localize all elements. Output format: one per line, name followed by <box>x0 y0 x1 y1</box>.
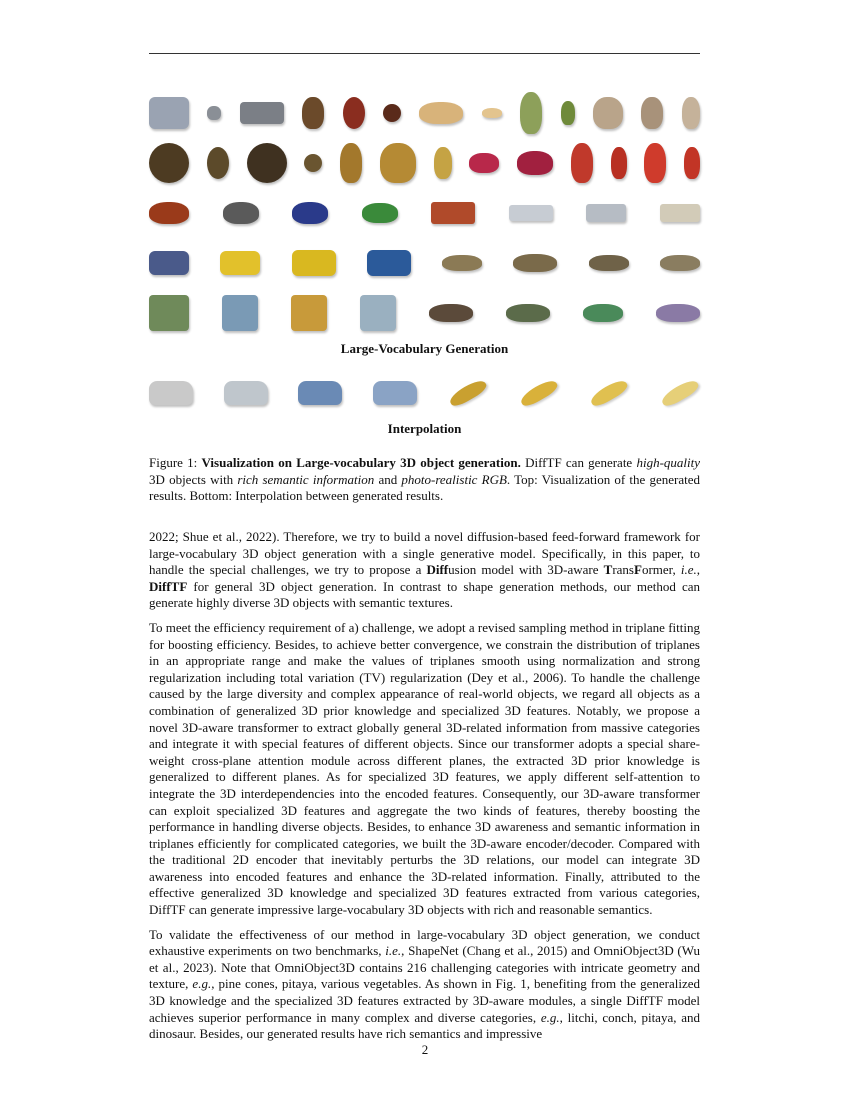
house-object <box>360 295 396 331</box>
boat-object <box>442 255 482 271</box>
bus-object <box>367 250 411 276</box>
bold-text: DiffTF <box>149 578 188 594</box>
house-object <box>291 295 327 331</box>
rambutan-object <box>343 97 365 129</box>
figure-caption <box>149 455 700 505</box>
interpolation-strip <box>149 368 700 418</box>
banana-object <box>447 377 489 409</box>
paragraph-3 <box>149 927 700 1043</box>
banana-object <box>518 377 560 409</box>
dinosaur-object <box>506 304 550 322</box>
paragraph-text: 2022; Shue et al., 2022). Therefore, we try to build a novel diffusion-based feed-forward framework for large-vocabulary 3D object generation with a single generative model. Specifically, in this paper, to handle the special challenges, we try to propose a <box>149 529 700 578</box>
dinosaur-object <box>656 304 700 322</box>
body-text <box>149 529 700 1051</box>
page-number: 2 <box>421 1042 429 1057</box>
caption-text: and <box>374 471 402 487</box>
paragraph-text: , pine cones, pitaya, various vegetables. As shown in Fig. 1, benefiting from the generalized 3D knowledge and the specialized 3D features extracted by 3D-aware modules, a single DiffTF model achieves superior performance in many complex and diverse categories, <box>149 976 700 1025</box>
label-large-vocabulary-generation: Large-Vocabulary Generation <box>340 341 509 356</box>
caption-prefix: Figure 1: <box>149 455 202 470</box>
rambutan-object <box>383 104 401 122</box>
italic-text: i.e. <box>680 562 697 578</box>
label-interpolation: Interpolation <box>387 421 462 436</box>
plane-object <box>660 204 700 222</box>
grid-row-2 <box>149 138 700 188</box>
coach-object <box>224 381 268 405</box>
conch-object <box>682 97 700 129</box>
house-object <box>149 295 189 331</box>
litchi-object <box>207 147 229 179</box>
bottle-object <box>520 92 542 134</box>
paragraph-text: rans <box>612 562 634 578</box>
paragraph-text: , ShapeNet (Chang et al., 2015) and OmniObject3D (Wu et al., 2023). Note that OmniObject3D contains 216 challenging categories with intricate geometry and texture, <box>149 943 701 992</box>
paragraph-text: ormer, <box>641 562 681 578</box>
paragraph-1 <box>149 529 700 612</box>
paragraph-text: , <box>696 562 700 578</box>
dinosaur-object <box>429 304 473 322</box>
coach-object <box>298 381 342 405</box>
coach-object <box>373 381 417 405</box>
strawberry-object <box>644 143 666 183</box>
pineapple-object <box>340 143 362 183</box>
caption-italic: photo-realistic RGB <box>401 471 507 487</box>
caption-text: DiffTF can generate <box>520 455 637 470</box>
paragraph-text: To validate the effectiveness of our method in large-vocabulary 3D object generation, we conduct exhaustive experiments on two benchmarks, <box>149 926 700 959</box>
plane-object <box>431 202 475 224</box>
bold-text: T <box>603 562 613 578</box>
board-object <box>240 102 284 124</box>
pitaya-object <box>469 153 499 173</box>
grid-row-3 <box>149 188 700 238</box>
grid-row-5 <box>149 288 700 338</box>
caption-text: 3D objects with <box>149 471 238 487</box>
conch-object <box>593 97 623 129</box>
paragraph-text: , litchi, conch, pitaya, and dinosaur. Besides, our generated results have rich semantics and impressive <box>149 1009 701 1042</box>
coach-object <box>149 381 193 405</box>
bold-text: F <box>634 562 642 578</box>
bus-object <box>220 251 260 275</box>
paragraph-2: To meet the efficiency requirement of a) challenge, we adopt a revised sampling method in triplane fitting for boosting efficiency. Besides, to achieve better convergence, we constrain the distribution of triplanes in an appropriate range and make the values of triplanes smooth using normalization and strong regularization including total variation (TV) regularization (Dey et al., 2006). To handle the challenge caused by the large diversity and complex appearance of real-world objects, we regard all objects as a combination of generalized 3D prior knowledge and specialized 3D features. Notably, we propose a novel 3D-aware transformer to extract globally general 3D-related information from massive categories and integrate it with special features of different objects. Since our transformer adopts a special share-weight cross-plane attention module across different planes, the extracted 3D prior knowledge is generalized to different planes. As for specialized 3D features, we apply different self-attention to integrate the 3D interdependencies into the encoded features. Consequently, our 3D-aware transformer can exploit specialized 3D features and aggregate the two kinds of features, thereby boosting the performance in handling diverse objects. Besides, to enhance 3D awareness and semantic information in triplanes efficiently for complicated categories, we built the 3D-aware encoder/decoder. Compared with the traditional 2D encoder that inevitably perturbs the 3D relations, our model can integrate 3D awareness into encoded features and enhance the 3D-related information. Finally, attributed to the effective generalized 3D knowledge and specialized 3D features extracted from various categories, DiffTF can generate impressive large-vocabulary 3D objects with rich and reasonable semantics. <box>149 619 700 918</box>
header-rule <box>149 53 700 54</box>
caption-text: . Top: Visualization of the generated results. Bottom: Interpolation between generated results. <box>149 471 700 503</box>
bottle-object <box>561 101 575 125</box>
dessert-object <box>419 102 463 124</box>
litchi-object <box>247 143 287 183</box>
conch-object <box>641 97 663 129</box>
house-object <box>222 295 258 331</box>
motorcycle-object <box>362 203 398 223</box>
banana-object <box>659 377 701 409</box>
plane-object <box>509 205 553 221</box>
dessert-object <box>482 108 502 118</box>
motorcycle-object <box>223 202 259 224</box>
paragraph-text: for general 3D object generation. In contrast to shape generation methods, our method can generate highly diverse 3D objects with semantic textures. <box>149 578 700 611</box>
italic-text: e.g. <box>192 976 212 992</box>
caption-title: Visualization on Large-vocabulary 3D object generation. <box>201 455 521 470</box>
boat-object <box>513 254 557 272</box>
motorcycle-object <box>149 202 189 224</box>
generation-grid <box>149 88 700 338</box>
bus-object <box>149 251 189 275</box>
plane-object <box>586 204 626 222</box>
bold-text: Diff <box>426 562 449 578</box>
truck-object <box>207 106 221 120</box>
banana-object <box>588 377 630 409</box>
pitaya-object <box>517 151 553 175</box>
boat-object <box>660 255 700 271</box>
strawberry-object <box>611 147 627 179</box>
grid-row-4 <box>149 238 700 288</box>
dinosaur-object <box>583 304 623 322</box>
caption-italic: rich semantic information <box>237 471 375 487</box>
truck-object <box>149 97 189 129</box>
pineapple-object <box>434 147 452 179</box>
bus-object <box>292 250 336 276</box>
grid-row-1 <box>149 88 700 138</box>
litchi-object <box>149 143 189 183</box>
strawberry-object <box>684 147 700 179</box>
italic-text: e.g. <box>540 1009 560 1025</box>
boat-object <box>589 255 629 271</box>
caption-italic: high-quality <box>636 455 700 470</box>
pineapple-object <box>380 143 416 183</box>
strawberry-object <box>571 143 593 183</box>
motorcycle-object <box>292 202 328 224</box>
paragraph-text: usion model with 3D-aware <box>448 562 604 578</box>
pine-cone-object <box>302 97 324 129</box>
italic-text: i.e. <box>385 943 402 959</box>
litchi-object <box>304 154 322 172</box>
